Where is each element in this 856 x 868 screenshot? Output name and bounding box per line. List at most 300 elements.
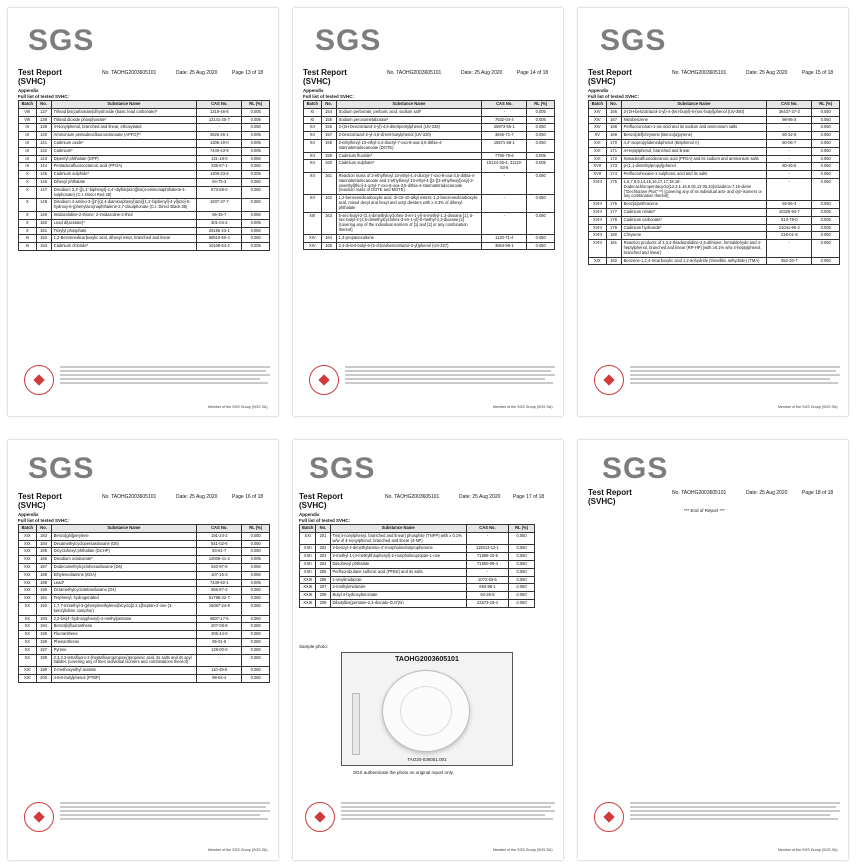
batch-cell: XIX [19,579,37,587]
number-cell: 190 [36,587,51,595]
table-row [589,240,840,257]
column-header: Batch [19,525,37,533]
report-date: Date: 25 Aug 2020 [459,494,501,500]
batch-cell: XIX [19,556,37,564]
cas-cell: 218-01-9 [767,232,812,240]
substance-cell: Perfluorobutane sulfonic acid (PFBS) and its salts [330,568,466,576]
batch-cell: IX [19,124,37,132]
report-header [299,492,557,510]
rl-cell: 0.050 [242,615,270,623]
cas-cell: - [466,532,508,545]
substance-cell: Tris(4-nonylphenyl, branched and linear) phosphite (TNPP) with ≥ 0.1% w/w of 4-nonylphenol, branched and linear (4-NP) [330,532,466,545]
substance-cell: Perfluorohexane-1-sulphonic acid and its salts [621,171,767,179]
substance-cell: Cadmium carbonate* [621,216,767,224]
batch-cell: XXII [300,560,316,568]
substance-cell: 2,3,3,3-tetrafluoro-2-(heptafluoropropoxy)propionic acid, its salts and its acyl halides (covering any of their individual isomers and combinations thereof) [51,654,197,667]
rl-cell: 0.005 [242,147,270,155]
cas-cell: 10108-64-2 [197,243,242,251]
rl-cell: 0.050 [242,654,270,667]
report-number: No. TAOHG2003605101 [387,70,442,76]
column-header: RL (%) [509,525,535,533]
batch-cell: XVI [589,139,607,147]
cas-cell: 1120-71-4 [482,234,527,242]
table-row [304,160,555,173]
table-row [300,560,535,568]
appendix-label: Appendix [588,88,609,93]
substance-cell: 2-ethylhexyl 10-ethyl-4,4-dioctyl-7-oxo-8-oxa-3,5-dithia-4-stannatetradecanoate (DOTE) [336,139,482,152]
column-header: Substance Name [330,525,466,533]
rl-cell: 0.050 [509,584,535,592]
substance-cell: Phenanthrene [51,638,197,646]
substance-cell: Benzo[k]fluoranthene [51,623,197,631]
substance-cell: Terphenyl, hydrogenated [51,595,197,603]
rl-cell: 0.050 [812,201,840,209]
batch-cell: XXII [300,553,316,561]
cas-cell: - [767,147,812,155]
svhc-table [18,524,270,683]
substance-cell: Sodium peroxometaborate* [336,116,482,124]
report-page-17 [293,440,563,860]
cas-cell: - [197,124,242,132]
substance-cell: Fluoranthene [51,631,197,639]
column-header: Substance Name [621,101,767,109]
rl-cell: 0.050 [242,540,270,548]
page-number: Page 15 of 18 [802,70,834,76]
column-header: No. [36,525,51,533]
batch-cell: IX [19,163,37,171]
number-cell: 162 [321,195,336,212]
number-cell: 157 [321,132,336,140]
number-cell: 166 [606,108,621,116]
rl-cell: 0.050 [812,232,840,240]
column-header: Substance Name [51,101,197,109]
table-row [19,654,270,667]
table-row [19,674,270,682]
report-date: Date: 25 Aug 2020 [746,490,788,496]
cas-cell: 50-32-8 [767,132,812,140]
cas-cell: 513-78-0 [767,216,812,224]
rl-cell: 0.050 [812,178,840,200]
appendix-label: Appendix [299,512,320,517]
report-subtitle: (SVHC) [299,501,327,510]
rl-cell: 0.050 [242,163,270,171]
rl-cell: 0.050 [242,548,270,556]
table-row [589,257,840,265]
report-title: Test Report [18,68,62,77]
batch-cell: XX [19,602,37,615]
batch-cell: XXIII [300,592,316,600]
substance-cell: 2-methylimidazole [330,584,466,592]
number-cell: 153 [36,243,51,251]
number-cell: 180 [606,232,621,240]
rl-cell: 0.005 [242,108,270,116]
batch-cell: XVIII [589,178,607,200]
batch-cell: XVIII [589,216,607,224]
report-number: No. TAOHG2003605101 [385,494,440,500]
substance-cell: Trilead dioxide phosphonate* [51,116,197,124]
number-cell: 154 [321,108,336,116]
table-row [589,116,840,124]
report-header [303,68,558,86]
number-cell: 196 [36,638,51,646]
sgs-logo: SGS [28,24,95,57]
report-title: Test Report [588,488,632,497]
batch-cell: XXIII [300,584,316,592]
disclaimer-text-block [341,802,555,804]
cas-cell: 3846-71-7 [482,132,527,140]
table-row [589,147,840,155]
batch-cell: XVII [589,171,607,179]
rl-cell: 0.005 [242,556,270,564]
cas-cell: 191-24-2 [197,532,242,540]
report-number: No. TAOHG2003605101 [672,490,727,496]
company-seal [24,365,54,395]
batch-cell: X [19,227,37,235]
column-header: No. [36,101,51,109]
column-header: RL (%) [527,101,555,109]
cas-cell: 85-01-8 [197,638,242,646]
tested-list-label: Full list of tested SVHC: [299,517,351,523]
batch-cell: XV [589,132,607,140]
cas-cell: 7790-79-6 [482,152,527,160]
table-row [589,171,840,179]
substance-cell: 1,3-propanesultone [336,234,482,242]
appendix-heading [299,512,350,523]
rl-cell: 0.050 [242,235,270,243]
substance-cell: Benzene-1,2,4-tricarboxylic acid 1,2-anhydride (trimellitic anhydride) (TMA) [621,257,767,265]
number-cell: 149 [36,211,51,219]
cas-cell: - [482,108,527,116]
cas-cell: - [767,155,812,163]
appendix-heading [588,88,639,99]
table-row [304,195,555,212]
substance-cell: 4-tert-butylphenol (PTBP) [51,674,197,682]
substance-cell: Nonadecafluorodecanoic acid (PFDA) and its sodium and ammonium salts [621,155,767,163]
cas-cell: 7440-43-9 [197,147,242,155]
substance-cell: Decamethylcyclopentasiloxane (D5) [51,540,197,548]
table-row [19,116,270,124]
substance-cell: Pyrene [51,646,197,654]
tested-list-label: Full list of tested SVHC: [18,517,70,523]
rl-cell: 0.050 [242,211,270,219]
cas-cell: 94-26-8 [466,592,508,600]
number-cell: 172 [606,155,621,163]
batch-cell: XI [304,116,322,124]
rl-cell: 0.050 [527,195,555,212]
number-cell: 143 [36,155,51,163]
number-cell: 158 [321,139,336,152]
rl-cell: 0.005 [242,132,270,140]
rl-cell: 0.050 [812,155,840,163]
cas-cell: 71850-09-4 [466,560,508,568]
number-cell: 189 [36,579,51,587]
column-header: RL (%) [242,525,270,533]
batch-cell: XII [304,195,322,212]
cas-cell: 56-55-3 [767,201,812,209]
report-title: Test Report [18,492,62,501]
substance-cell: Sodium perborate; perboric acid, sodium salt* [336,108,482,116]
substance-cell: p-(1,1-dimethylpropyl)phenol [621,163,767,171]
cas-cell: 21041-95-2 [767,224,812,232]
batch-cell: XII [304,172,322,194]
column-header: Batch [300,525,316,533]
column-header: No. [606,101,621,109]
table-row [19,571,270,579]
rl-cell: 0.050 [509,553,535,561]
disclaimer-text-block [60,366,270,368]
number-cell: 146 [36,178,51,186]
substance-cell: 4-Heptylphenol, branched and linear [621,147,767,155]
table-row [19,579,270,587]
rl-cell: 0.050 [812,116,840,124]
rl-cell: 0.050 [812,124,840,132]
substance-cell: 4,4'-isopropylidenediphenol (Bisphenol A) [621,139,767,147]
cas-cell: 3864-99-1 [482,242,527,250]
rl-cell: 0.050 [242,631,270,639]
substance-cell: Cadmium* [51,147,197,155]
cas-cell: 1306-23-6 [197,171,242,179]
table-row [19,563,270,571]
batch-cell: IX [19,155,37,163]
report-page-16 [8,440,278,860]
batch-cell: IX [19,139,37,147]
column-header: No. [316,525,330,533]
report-subtitle: (SVHC) [18,501,46,510]
report-page-15 [578,8,848,416]
substance-cell: 1,6,7,8,9,14,15,16,17,17,18,18-Dodecachloropentacyclo[12.2.1.16,9.02,13.05,10]octadeca-7,15-diene ("Dechlorane Plus"™) [covering any of its individual anti- and syn-isomers or any combination thereof] [621,178,767,200]
page-number: Page 17 of 18 [513,494,545,500]
cas-cell: 131-18-0 [197,155,242,163]
substance-cell: Dihexyl phthalate [51,178,197,186]
substance-cell: Benz[a]anthracene [621,201,767,209]
substance-cell: Lead* [51,579,197,587]
rl-cell: 0.050 [242,178,270,186]
cas-cell: - [767,240,812,257]
column-header: Batch [589,101,607,109]
table-row [19,199,270,212]
batch-cell: XIV [589,108,607,116]
number-cell: 174 [606,171,621,179]
table-row [19,623,270,631]
rl-cell: 0.050 [242,563,270,571]
cas-cell: 1306-19-0 [197,139,242,147]
rl-cell: 0.050 [527,132,555,140]
cas-cell: 10325-94-7 [767,208,812,216]
number-cell: 191 [36,595,51,603]
report-title: Test Report [299,492,343,501]
report-subtitle: (SVHC) [588,77,616,86]
rl-cell: 0.050 [509,532,535,545]
substance-cell: Cadmium sulphide* [51,171,197,179]
substance-cell: 2-methyl-1-(4-methylthiophenyl)-2-morpholinopropan-1-one [330,553,466,561]
end-of-report: *** End of Report *** [684,508,725,513]
rl-cell: 0.050 [812,108,840,116]
photo-bottom-code: TAO20-036051.001 [407,757,447,762]
rl-cell: 0.050 [527,212,555,234]
batch-cell: XVIII [589,208,607,216]
number-cell: 167 [606,116,621,124]
batch-cell: X [19,171,37,179]
rl-cell: 0.050 [812,240,840,257]
number-cell: 168 [606,124,621,132]
rl-cell: 0.050 [242,199,270,212]
batch-cell: XVIII [589,232,607,240]
rl-cell: 0.050 [812,147,840,155]
table-row [300,599,535,607]
substance-cell: 2,4-di-tert-butyl-6-(5-chlorobenzotriazol-2-yl)phenol (UV-327) [336,242,482,250]
substance-cell: Octamethylcyclotetrasiloxane (D4) [51,587,197,595]
substance-cell: Diisohexyl phthalate [330,560,466,568]
column-header: CAS No. [466,525,508,533]
cas-cell: 36437-37-3 [767,108,812,116]
number-cell: 170 [606,139,621,147]
cas-cell: 10124-36-4, 31119-53-6 [482,160,527,173]
cas-cell: 98-95-3 [767,116,812,124]
cas-cell: 3825-26-1 [197,132,242,140]
table-row [300,532,535,545]
number-cell: 150 [36,219,51,227]
table-row [589,155,840,163]
substance-cell: Nitrobenzene [621,116,767,124]
table-row [19,540,270,548]
table-row [300,584,535,592]
substance-cell: 1,2-benzenedicarboxylic acid, di-C6-10-alkyl esters; 1,2-benzenedicarboxylic acid, mixed decyl and hexyl and octyl diesters with ≥ 0.3% of dihexyl phthalate [336,195,482,212]
table-row [589,108,840,116]
rl-cell: 0.005 [242,579,270,587]
column-header: No. [321,101,336,109]
batch-cell: XVII [589,163,607,171]
cas-cell: - [466,568,508,576]
number-cell: 198 [36,654,51,667]
table-row [19,211,270,219]
rl-cell: 0.050 [509,592,535,600]
column-header: RL (%) [242,101,270,109]
report-number: No. TAOHG2003605101 [672,70,727,76]
substance-cell: Dicyclohexyl phthalate (DCHP) [51,548,197,556]
cas-cell: 541-02-6 [197,540,242,548]
number-cell: 207 [316,584,330,592]
cas-cell: 61788-32-7 [197,595,242,603]
column-header: Substance Name [51,525,197,533]
page-number: Page 16 of 18 [232,494,264,500]
table-row [19,235,270,243]
appendix-heading [303,88,354,99]
substance-cell: Disodium 4-amino-3-[[4'-[(2,4-diaminophenyl)azo][1,1'-biphenyl]-4-yl]azo]-5-hydroxy-6-(phenylazo)naphthalene-2,7-disulphonate (C.I. Direct Black 38) [51,199,197,212]
rl-cell: 0.050 [242,667,270,675]
batch-cell: XVIII [589,240,607,257]
rl-cell: 0.050 [812,257,840,265]
rl-cell: 0.050 [242,638,270,646]
batch-cell: X [19,178,37,186]
number-cell: 188 [36,571,51,579]
number-cell: 201 [316,532,330,545]
disclaimer-text-block [630,366,840,368]
ruler-image [352,693,360,755]
number-cell: 161 [321,172,336,194]
table-row [19,587,270,595]
number-cell: 176 [606,201,621,209]
cas-cell: 80-46-6 [767,163,812,171]
table-header-row [300,525,535,533]
appendix-heading [18,88,69,99]
column-header: CAS No. [482,101,527,109]
table-row [19,219,270,227]
rl-cell: 0.005 [812,224,840,232]
batch-cell: XX [19,654,37,667]
table-row [19,132,270,140]
table-row [589,132,840,140]
column-header: RL (%) [812,101,840,109]
number-cell: 163 [321,212,336,234]
number-cell: 138 [36,116,51,124]
rl-cell: 0.005 [812,216,840,224]
rl-cell: 0.050 [509,568,535,576]
number-cell: 173 [606,163,621,171]
rl-cell: 0.005 [242,116,270,124]
rl-cell: 0.005 [527,160,555,173]
rl-cell: 0.050 [812,132,840,140]
number-cell: 141 [36,139,51,147]
table-row [19,147,270,155]
table-row [589,139,840,147]
substance-cell: Butyl 4-hydroxybenzoate [330,592,466,600]
number-cell: 187 [36,563,51,571]
report-subtitle: (SVHC) [303,77,331,86]
cas-cell: 540-97-6 [197,563,242,571]
cas-cell: 15087-24-8 [197,602,242,615]
table-row [19,227,270,235]
batch-cell: XIV [589,116,607,124]
table-row [19,171,270,179]
batch-cell: XXIII [300,599,316,607]
number-cell: 160 [321,160,336,173]
report-header [588,68,843,86]
rl-cell: 0.050 [509,576,535,584]
table-row [304,212,555,234]
table-row [19,532,270,540]
table-row [19,186,270,199]
table-row [304,139,555,152]
column-header: Batch [19,101,37,109]
substance-cell: 1,2-Benzenedicarboxylic acid, dihexyl ester, branched and linear [51,235,197,243]
number-cell: 142 [36,147,51,155]
cas-cell: - [482,212,527,234]
substance-cell: Imidazolidine-2-thione; 2-imidazoline-2-thiol [51,211,197,219]
report-subtitle: (SVHC) [18,77,46,86]
batch-cell: XI [19,235,37,243]
column-header: CAS No. [197,525,242,533]
batch-cell: XX [19,623,37,631]
table-row [19,548,270,556]
substance-cell: Cadmium chloride* [51,243,197,251]
report-date: Date: 25 Aug 2020 [746,70,788,76]
company-seal [24,802,54,832]
cas-cell: 206-44-0 [197,631,242,639]
rl-cell: 0.050 [527,242,555,250]
substance-cell: 4-Nonylphenol, branched and linear, ethoxylated [51,124,197,132]
batch-cell: IX [19,147,37,155]
number-cell: 165 [321,242,336,250]
table-row [300,545,535,553]
sgs-logo: SGS [309,452,376,485]
rl-cell: 0.050 [527,139,555,152]
batch-cell: XX [19,638,37,646]
table-row [304,108,555,116]
report-title: Test Report [303,68,347,77]
table-row [19,638,270,646]
rl-cell: 0.050 [242,674,270,682]
substance-cell: Ethylenediamine (EDA) [51,571,197,579]
